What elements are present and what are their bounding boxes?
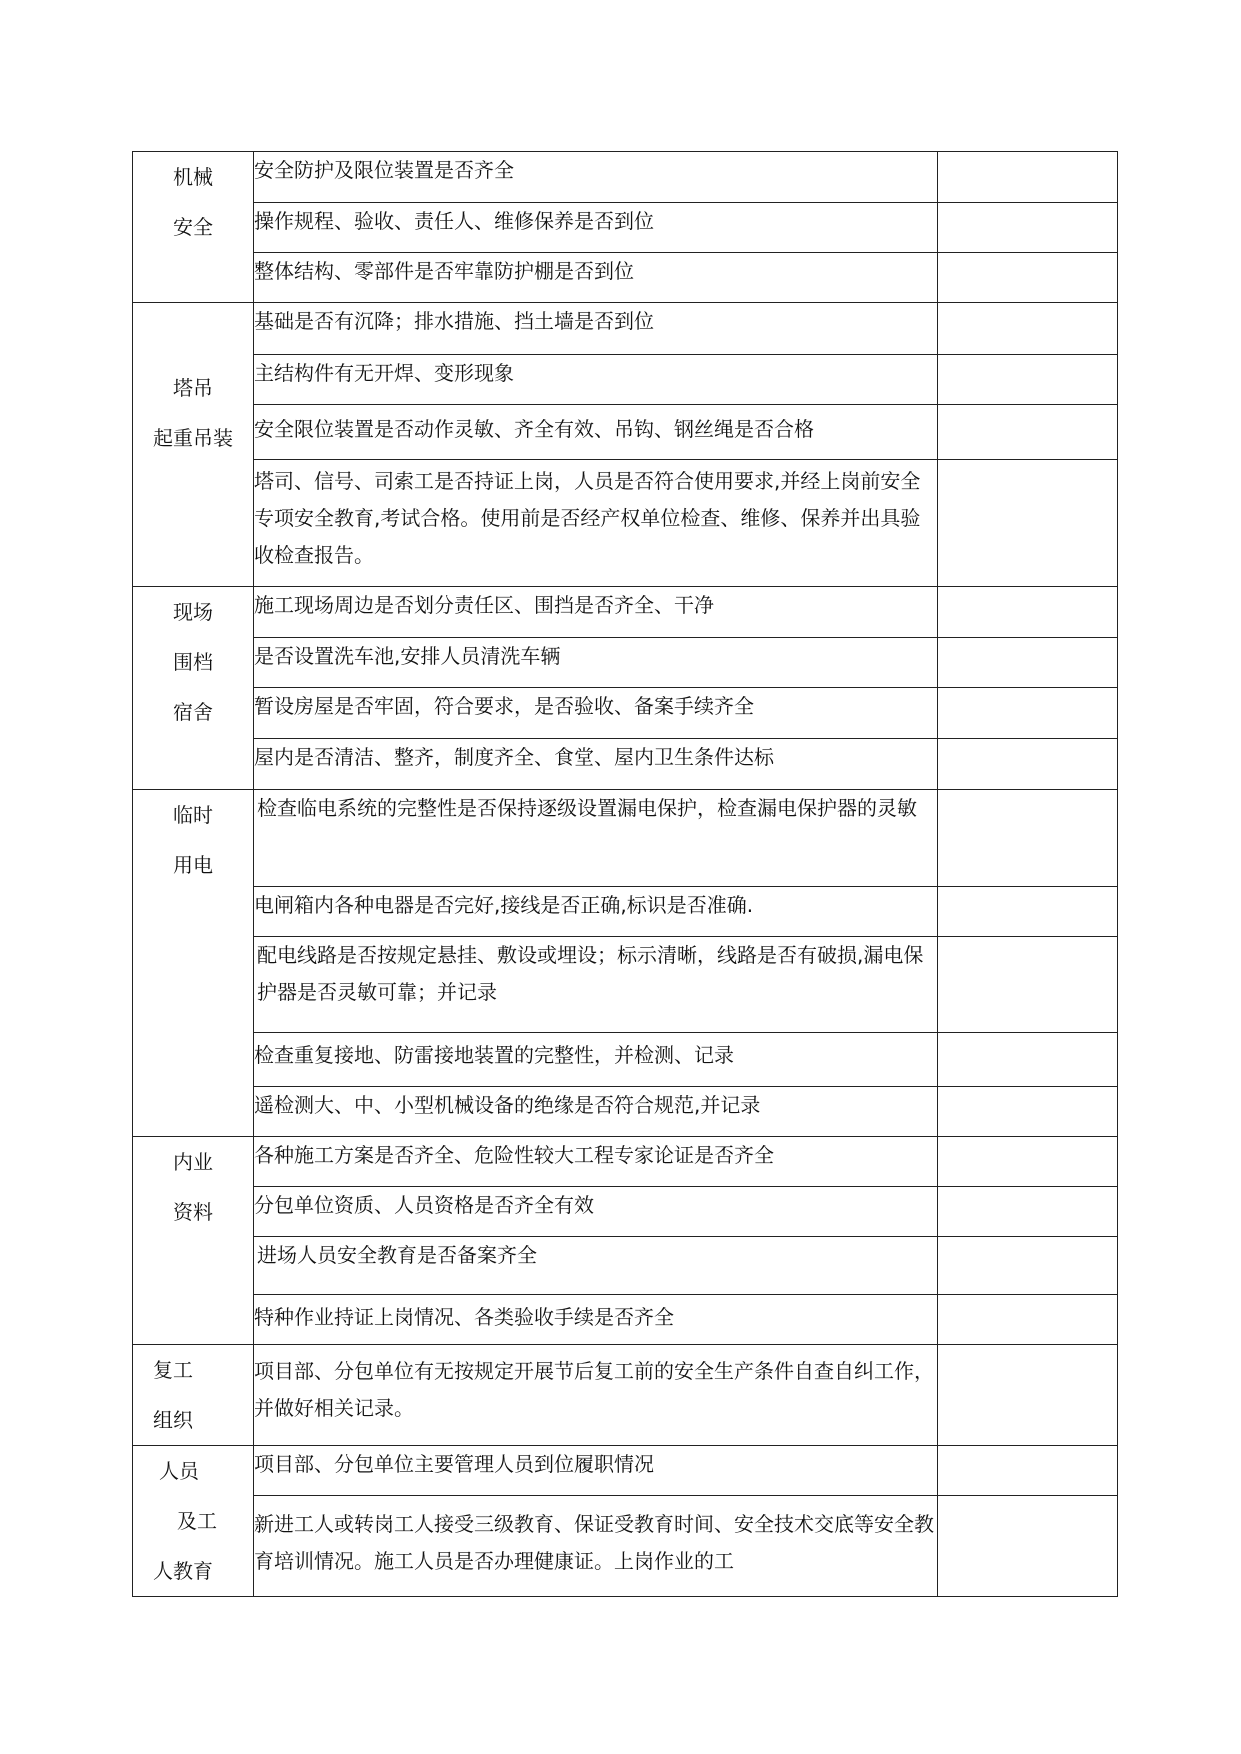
result-cell[interactable] bbox=[938, 1033, 1118, 1087]
result-cell[interactable] bbox=[938, 1187, 1118, 1237]
category-line: 内业 bbox=[173, 1150, 213, 1174]
table-row bbox=[133, 1137, 1118, 1187]
category-line: 用电 bbox=[173, 853, 213, 877]
category-line: 资料 bbox=[173, 1200, 213, 1224]
category-cell bbox=[133, 152, 254, 303]
check-item: 操作规程、验收、责任人、维修保养是否到位 bbox=[254, 203, 938, 253]
result-cell[interactable] bbox=[938, 790, 1118, 887]
category-cell bbox=[133, 1137, 254, 1345]
table-row bbox=[133, 152, 1118, 203]
table-row bbox=[133, 1295, 1118, 1345]
check-item: 暂设房屋是否牢固，符合要求，是否验收、备案手续齐全 bbox=[254, 688, 938, 739]
check-item: 安全防护及限位装置是否齐全 bbox=[254, 152, 938, 203]
check-item: 整体结构、零部件是否牢靠防护棚是否到位 bbox=[254, 253, 938, 303]
result-cell[interactable] bbox=[938, 937, 1118, 1033]
check-item: 电闸箱内各种电器是否完好,接线是否正确,标识是否准确. bbox=[254, 887, 938, 937]
check-item: 进场人员安全教育是否备案齐全 bbox=[254, 1237, 938, 1295]
check-item: 各种施工方案是否齐全、危险性较大工程专家论证是否齐全 bbox=[254, 1137, 938, 1187]
check-item: 检查重复接地、防雷接地装置的完整性，并检测、记录 bbox=[254, 1033, 938, 1087]
result-cell[interactable] bbox=[938, 460, 1118, 587]
category-line: 现场 bbox=[173, 600, 213, 624]
result-cell[interactable] bbox=[938, 739, 1118, 790]
table-row bbox=[133, 253, 1118, 303]
table-row bbox=[133, 303, 1118, 355]
category-cell bbox=[133, 303, 254, 587]
table-row bbox=[133, 355, 1118, 405]
check-item: 主结构件有无开焊、变形现象 bbox=[254, 355, 938, 405]
category-line: 人员 bbox=[159, 1459, 199, 1483]
check-item: 新进工人或转岗工人接受三级教育、保证受教育时间、安全技术交底等安全教育培训情况。施工人员是否办理健康证。上岗作业的工 bbox=[254, 1496, 938, 1597]
category-line: 组织 bbox=[153, 1408, 193, 1432]
table-row bbox=[133, 405, 1118, 460]
check-item: 屋内是否清洁、整齐，制度齐全、食堂、屋内卫生条件达标 bbox=[254, 739, 938, 790]
check-item: 检查临电系统的完整性是否保持逐级设置漏电保护，检查漏电保护器的灵敏 bbox=[254, 790, 938, 887]
category-cell bbox=[133, 587, 254, 790]
category-line: 人教育 bbox=[153, 1559, 213, 1583]
result-cell[interactable] bbox=[938, 638, 1118, 688]
result-cell[interactable] bbox=[938, 1345, 1118, 1446]
result-cell[interactable] bbox=[938, 1087, 1118, 1137]
result-cell[interactable] bbox=[938, 688, 1118, 739]
result-cell[interactable] bbox=[938, 303, 1118, 355]
table-row bbox=[133, 739, 1118, 790]
check-item: 安全限位装置是否动作灵敏、齐全有效、吊钩、钢丝绳是否合格 bbox=[254, 405, 938, 460]
result-cell[interactable] bbox=[938, 1496, 1118, 1597]
check-item: 施工现场周边是否划分责任区、围挡是否齐全、干净 bbox=[254, 587, 938, 638]
table-row bbox=[133, 937, 1118, 1033]
table-row bbox=[133, 1087, 1118, 1137]
table-row bbox=[133, 1446, 1118, 1496]
result-cell[interactable] bbox=[938, 253, 1118, 303]
table-row bbox=[133, 1033, 1118, 1087]
category-line: 机械 bbox=[173, 165, 213, 189]
category-line: 及工 bbox=[177, 1509, 217, 1533]
category-line: 临时 bbox=[173, 803, 213, 827]
result-cell[interactable] bbox=[938, 355, 1118, 405]
result-cell[interactable] bbox=[938, 587, 1118, 638]
table-row bbox=[133, 1345, 1118, 1446]
check-item: 特种作业持证上岗情况、各类验收手续是否齐全 bbox=[254, 1295, 938, 1345]
check-item: 遥检测大、中、小型机械设备的绝缘是否符合规范,并记录 bbox=[254, 1087, 938, 1137]
table-row bbox=[133, 587, 1118, 638]
category-cell bbox=[133, 1345, 254, 1446]
category-cell bbox=[133, 1446, 254, 1597]
table-row bbox=[133, 887, 1118, 937]
result-cell[interactable] bbox=[938, 1446, 1118, 1496]
category-line: 安全 bbox=[173, 215, 213, 239]
result-cell[interactable] bbox=[938, 1137, 1118, 1187]
result-cell[interactable] bbox=[938, 152, 1118, 203]
check-item: 项目部、分包单位主要管理人员到位履职情况 bbox=[254, 1446, 938, 1496]
category-line: 宿舍 bbox=[173, 700, 213, 724]
check-item: 配电线路是否按规定悬挂、敷设或埋设；标示清晰，线路是否有破损,漏电保护器是否灵敏可靠；并记录 bbox=[254, 937, 938, 1033]
table-row bbox=[133, 638, 1118, 688]
category-cell bbox=[133, 790, 254, 1137]
category-line: 起重吊装 bbox=[153, 426, 233, 450]
table-row bbox=[133, 790, 1118, 887]
check-item: 是否设置洗车池,安排人员清洗车辆 bbox=[254, 638, 938, 688]
result-cell[interactable] bbox=[938, 887, 1118, 937]
check-item: 塔司、信号、司索工是否持证上岗，人员是否符合使用要求,并经上岗前安全专项安全教育,考试合格。使用前是否经产权单位检查、维修、保养并出具验收检查报告。 bbox=[254, 460, 938, 587]
check-item: 基础是否有沉降；排水措施、挡土墙是否到位 bbox=[254, 303, 938, 355]
table-row bbox=[133, 1237, 1118, 1295]
result-cell[interactable] bbox=[938, 1237, 1118, 1295]
table-row bbox=[133, 1496, 1118, 1597]
category-line: 塔吊 bbox=[173, 376, 213, 400]
category-line: 围档 bbox=[173, 650, 213, 674]
check-item: 项目部、分包单位有无按规定开展节后复工前的安全生产条件自查自纠工作，并做好相关记录。 bbox=[254, 1345, 938, 1446]
result-cell[interactable] bbox=[938, 203, 1118, 253]
result-cell[interactable] bbox=[938, 405, 1118, 460]
safety-checklist-table bbox=[132, 151, 1118, 1597]
result-cell[interactable] bbox=[938, 1295, 1118, 1345]
table-row bbox=[133, 203, 1118, 253]
table-row bbox=[133, 1187, 1118, 1237]
check-item: 分包单位资质、人员资格是否齐全有效 bbox=[254, 1187, 938, 1237]
table-row bbox=[133, 688, 1118, 739]
category-line: 复工 bbox=[153, 1358, 193, 1382]
table-row bbox=[133, 460, 1118, 587]
